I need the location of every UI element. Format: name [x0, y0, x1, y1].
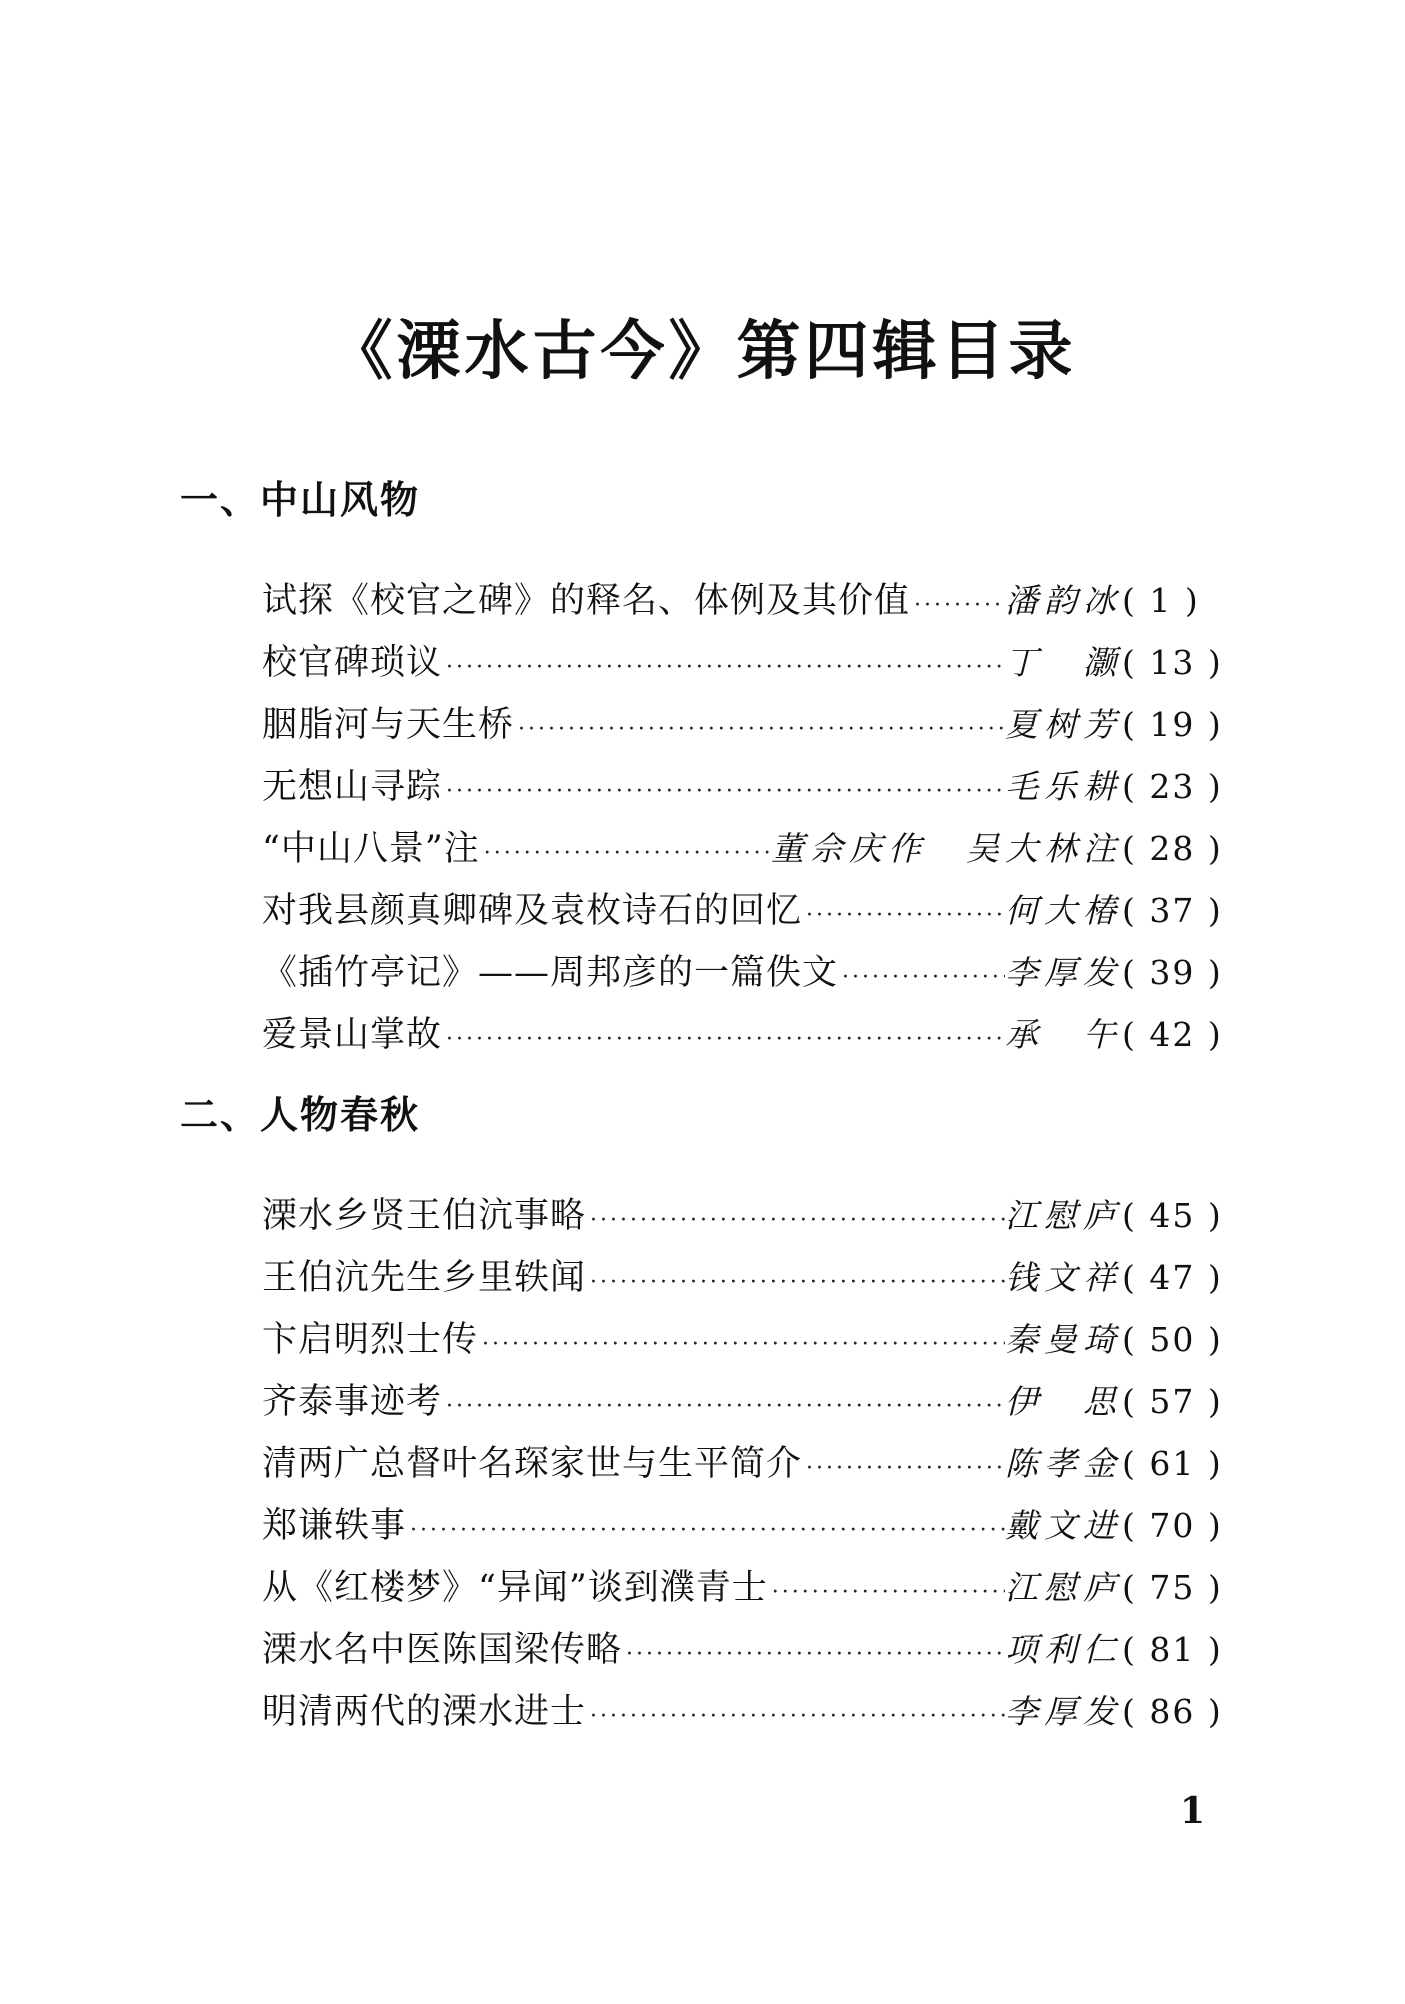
- leader-dots: [442, 1376, 1005, 1438]
- entry-title: 郑谦轶事: [262, 1506, 407, 1546]
- toc-entry: [262, 632, 1240, 694]
- entry-page: ( 23 ): [1122, 767, 1223, 806]
- entry-page: ( 75 ): [1122, 1568, 1223, 1607]
- entry-title: 无想山寻踪: [262, 767, 443, 807]
- entry-page: ( 1 ): [1122, 581, 1200, 620]
- entry-author: 董佘庆作 吴大林注: [771, 829, 1122, 868]
- leader-dots: [586, 1252, 1005, 1314]
- toc-entry: [262, 570, 1240, 632]
- toc-entry: [262, 942, 1240, 1004]
- entry-author: 钱文祥: [1005, 1258, 1122, 1297]
- toc-entry: [262, 1371, 1240, 1433]
- toc-entry: [262, 1185, 1240, 1247]
- entry-author: 李厚发: [1005, 1692, 1122, 1731]
- section-renwu-chunqiu: [180, 1085, 1240, 1743]
- toc-entry: [262, 1433, 1240, 1495]
- leader-dots: [768, 1562, 1005, 1624]
- leader-dots: [838, 947, 1005, 1009]
- entry-page: ( 28 ): [1122, 829, 1223, 868]
- entry-title: 溧水名中医陈国梁传略: [262, 1630, 623, 1670]
- entry-title: 校官碑琐议: [262, 643, 443, 683]
- leader-dots: [802, 1438, 1005, 1500]
- toc-entry: [262, 1557, 1240, 1619]
- leader-dots: [406, 1500, 1005, 1562]
- page-title: 《溧水古今》第四辑目录: [328, 314, 1077, 389]
- entry-author: 丁 灏: [1005, 643, 1122, 682]
- toc-list: [180, 570, 1240, 1066]
- entry-title: 王伯沆先生乡里轶闻: [262, 1258, 587, 1298]
- entry-page: ( 57 ): [1122, 1382, 1223, 1421]
- entry-author: 毛乐耕: [1005, 767, 1122, 806]
- entry-page: ( 37 ): [1122, 891, 1223, 930]
- entry-page: ( 70 ): [1122, 1506, 1223, 1545]
- entry-page: ( 45 ): [1122, 1196, 1223, 1235]
- section-heading: 一、中山风物: [180, 478, 421, 522]
- entry-author: 戴文进: [1005, 1506, 1122, 1545]
- leader-dots: [478, 1314, 1005, 1376]
- toc-entry: [262, 1309, 1240, 1371]
- entry-page: ( 61 ): [1122, 1444, 1223, 1483]
- toc-entry: [262, 1681, 1240, 1743]
- entry-page: ( 19 ): [1122, 705, 1223, 744]
- entry-title: “中山八景”注: [262, 829, 480, 869]
- entry-title: 清两广总督叶名琛家世与生平简介: [262, 1444, 803, 1484]
- entry-author: 江慰庐: [1005, 1196, 1122, 1235]
- leader-dots: [802, 885, 1005, 947]
- entry-page: ( 47 ): [1122, 1258, 1223, 1297]
- entry-author: 陈孝金: [1005, 1444, 1122, 1483]
- leader-dots: [586, 1686, 1005, 1748]
- entry-page: ( 39 ): [1122, 953, 1223, 992]
- entry-author: 伊 思: [1005, 1382, 1122, 1421]
- entry-author: 何大椿: [1005, 891, 1122, 930]
- entry-author: 项利仁: [1005, 1630, 1122, 1669]
- entry-title: 明清两代的溧水进士: [262, 1692, 587, 1732]
- entry-title: 齐泰事迹考: [262, 1382, 443, 1422]
- entry-author: 江慰庐: [1005, 1568, 1122, 1607]
- entry-title: 从《红楼梦》“异闻”谈到濮青士: [262, 1568, 768, 1608]
- section-zhongshan-fengwu: [180, 470, 1240, 1066]
- entry-title: 《插竹亭记》——周邦彦的一篇佚文: [262, 953, 839, 993]
- entry-author: 秦曼琦: [1005, 1320, 1122, 1359]
- entry-title: 试探《校官之碑》的释名、体例及其价值: [262, 581, 911, 621]
- toc-entry: [262, 1004, 1240, 1066]
- toc-entry: [262, 1619, 1240, 1681]
- toc-entry: [262, 756, 1240, 818]
- entry-title: 胭脂河与天生桥: [262, 705, 515, 745]
- entry-author: 承 午: [1005, 1015, 1122, 1054]
- page-number: 1: [1180, 1790, 1206, 1832]
- entry-author: 潘韵冰: [1005, 581, 1122, 620]
- leader-dots: [586, 1190, 1005, 1252]
- leader-dots: [514, 699, 1005, 761]
- toc-entry: [262, 1247, 1240, 1309]
- entry-page: ( 50 ): [1122, 1320, 1223, 1359]
- entry-title: 溧水乡贤王伯沆事略: [262, 1196, 587, 1236]
- entry-page: ( 81 ): [1122, 1630, 1223, 1669]
- leader-dots: [622, 1624, 1005, 1686]
- leader-dots: [480, 823, 771, 885]
- entry-page: ( 13 ): [1122, 643, 1223, 682]
- entry-author: 李厚发: [1005, 953, 1122, 992]
- entry-title: 爱景山掌故: [262, 1015, 443, 1055]
- entry-page: ( 86 ): [1122, 1692, 1223, 1731]
- entry-title: 卞启明烈士传: [262, 1320, 479, 1360]
- toc-entry: [262, 880, 1240, 942]
- toc-entry: [262, 818, 1240, 880]
- toc-entry: [262, 694, 1240, 756]
- toc-entry: [262, 1495, 1240, 1557]
- section-heading: 二、人物春秋: [180, 1093, 421, 1137]
- leader-dots: [442, 637, 1005, 699]
- entry-page: ( 42 ): [1122, 1015, 1223, 1054]
- leader-dots: [442, 761, 1005, 823]
- entry-author: 夏树芳: [1005, 705, 1122, 744]
- entry-title: 对我县颜真卿碑及袁枚诗石的回忆: [262, 891, 803, 931]
- leader-dots: [910, 575, 1005, 637]
- toc-list: [180, 1185, 1240, 1743]
- leader-dots: [442, 1009, 1005, 1071]
